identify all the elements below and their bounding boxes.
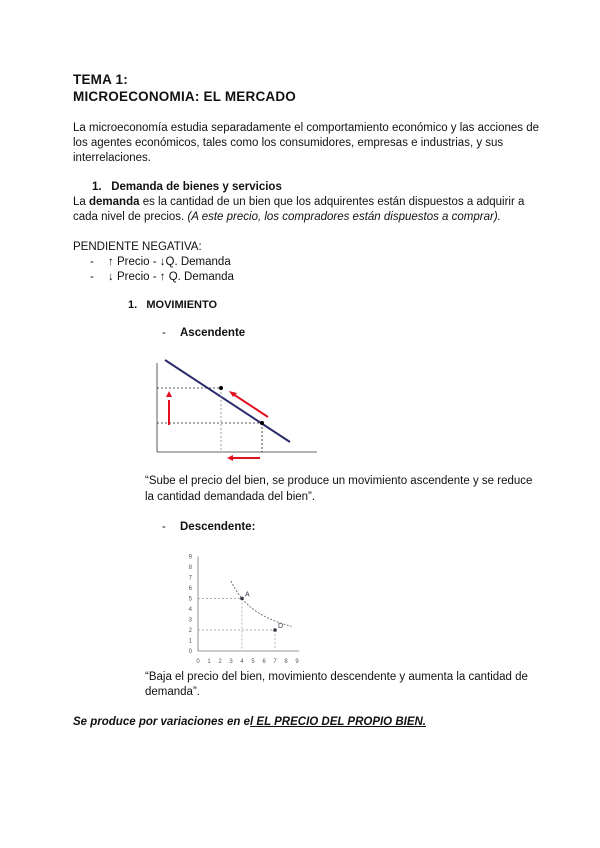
pendiente-label: PENDIENTE NEGATIVA: — [73, 241, 202, 253]
y-tick-label: 1 — [188, 638, 192, 645]
intro-line: interrelaciones. — [73, 152, 151, 164]
ascending-demand-chart — [145, 355, 330, 465]
list-dash: - — [90, 256, 94, 268]
y-tick-label: 4 — [188, 607, 192, 613]
section-number: 1. — [92, 181, 102, 193]
title-line2: MICROECONOMIA: EL MERCADO — [73, 89, 296, 104]
x-tick-label: 2 — [218, 659, 222, 665]
list-dash: - — [90, 271, 94, 283]
definition-line — [73, 210, 501, 225]
descendente-quote: “Baja el precio del bien, movimiento descendente y aumenta la cantidad de — [145, 671, 528, 683]
y-tick-label: 5 — [188, 596, 192, 603]
section-number: 1. — [128, 299, 138, 311]
section-heading — [92, 180, 282, 195]
y-tick-label: 9 — [188, 554, 192, 561]
point-label: D — [278, 623, 284, 630]
x-tick-label: 9 — [295, 659, 299, 665]
intro-line: los agentes económicos, tales como los consumidores, empresas e industrias, y sus — [73, 137, 504, 149]
descendente-label: Descendente: — [180, 521, 256, 533]
list-dash: - — [162, 327, 166, 339]
y-tick-label: 6 — [188, 586, 192, 592]
x-tick-label: 5 — [251, 659, 255, 665]
point-b — [260, 421, 264, 425]
x-tick-label: 8 — [284, 659, 288, 665]
ascendente-label: Ascendente — [180, 327, 246, 339]
definition-line — [73, 195, 524, 210]
list-dash: - — [162, 521, 166, 533]
list-item: ↑ Precio - ↓Q. Demanda — [108, 256, 231, 268]
underlined-text: l EL PRECIO DEL PROPIO BIEN. — [250, 716, 426, 728]
list-item: ↓ Precio - ↑ Q. Demanda — [108, 271, 234, 283]
ascendente-quote: “Sube el precio del bien, se produce un movimiento ascendente y se reduce — [145, 475, 533, 487]
section-title: MOVIMIENTO — [146, 299, 218, 311]
movimiento-heading — [128, 298, 217, 313]
bold-term: demanda — [89, 196, 140, 208]
y-tick-label: 7 — [188, 575, 192, 582]
title-line1: TEMA 1: — [73, 72, 128, 87]
x-tick-label: 4 — [240, 659, 244, 665]
y-tick-label: 3 — [188, 617, 192, 624]
point-a — [240, 597, 244, 601]
text: La — [73, 196, 89, 208]
point-label: A — [245, 591, 250, 599]
ascendente-quote: la cantidad demandada del bien”. — [145, 491, 316, 503]
demand-line — [165, 360, 290, 442]
y-tick-label: 0 — [188, 649, 192, 655]
arrowhead — [166, 391, 172, 397]
conclusion — [73, 715, 426, 730]
text: Se produce por variaciones en e — [73, 716, 251, 728]
x-tick-label: 1 — [207, 659, 211, 665]
point-d — [273, 628, 277, 632]
descending-demand-chart — [176, 548, 306, 670]
arrowhead — [227, 455, 233, 461]
text: cada nivel de precios. — [73, 211, 188, 223]
y-tick-label: 8 — [188, 565, 192, 571]
descendente-quote: demanda”. — [145, 686, 200, 698]
italic-note: (A este precio, los compradores están dispuestos a comprar). — [187, 211, 501, 223]
x-tick-label: 0 — [196, 659, 200, 665]
x-tick-label: 7 — [273, 659, 277, 665]
text: es la cantidad de un bien que los adquirentes están dispuestos a adquirir a — [139, 196, 525, 208]
intro-line: La microeconomía estudia separadamente el comportamiento económico y las acciones de — [73, 122, 540, 134]
x-tick-label: 3 — [229, 659, 233, 665]
section-title: Demanda de bienes y servicios — [111, 181, 282, 193]
red-arrow-along-curve — [233, 394, 268, 417]
point-a — [219, 386, 223, 390]
demand-curve — [231, 581, 292, 626]
x-tick-label: 6 — [262, 659, 266, 665]
y-tick-label: 2 — [188, 628, 192, 634]
